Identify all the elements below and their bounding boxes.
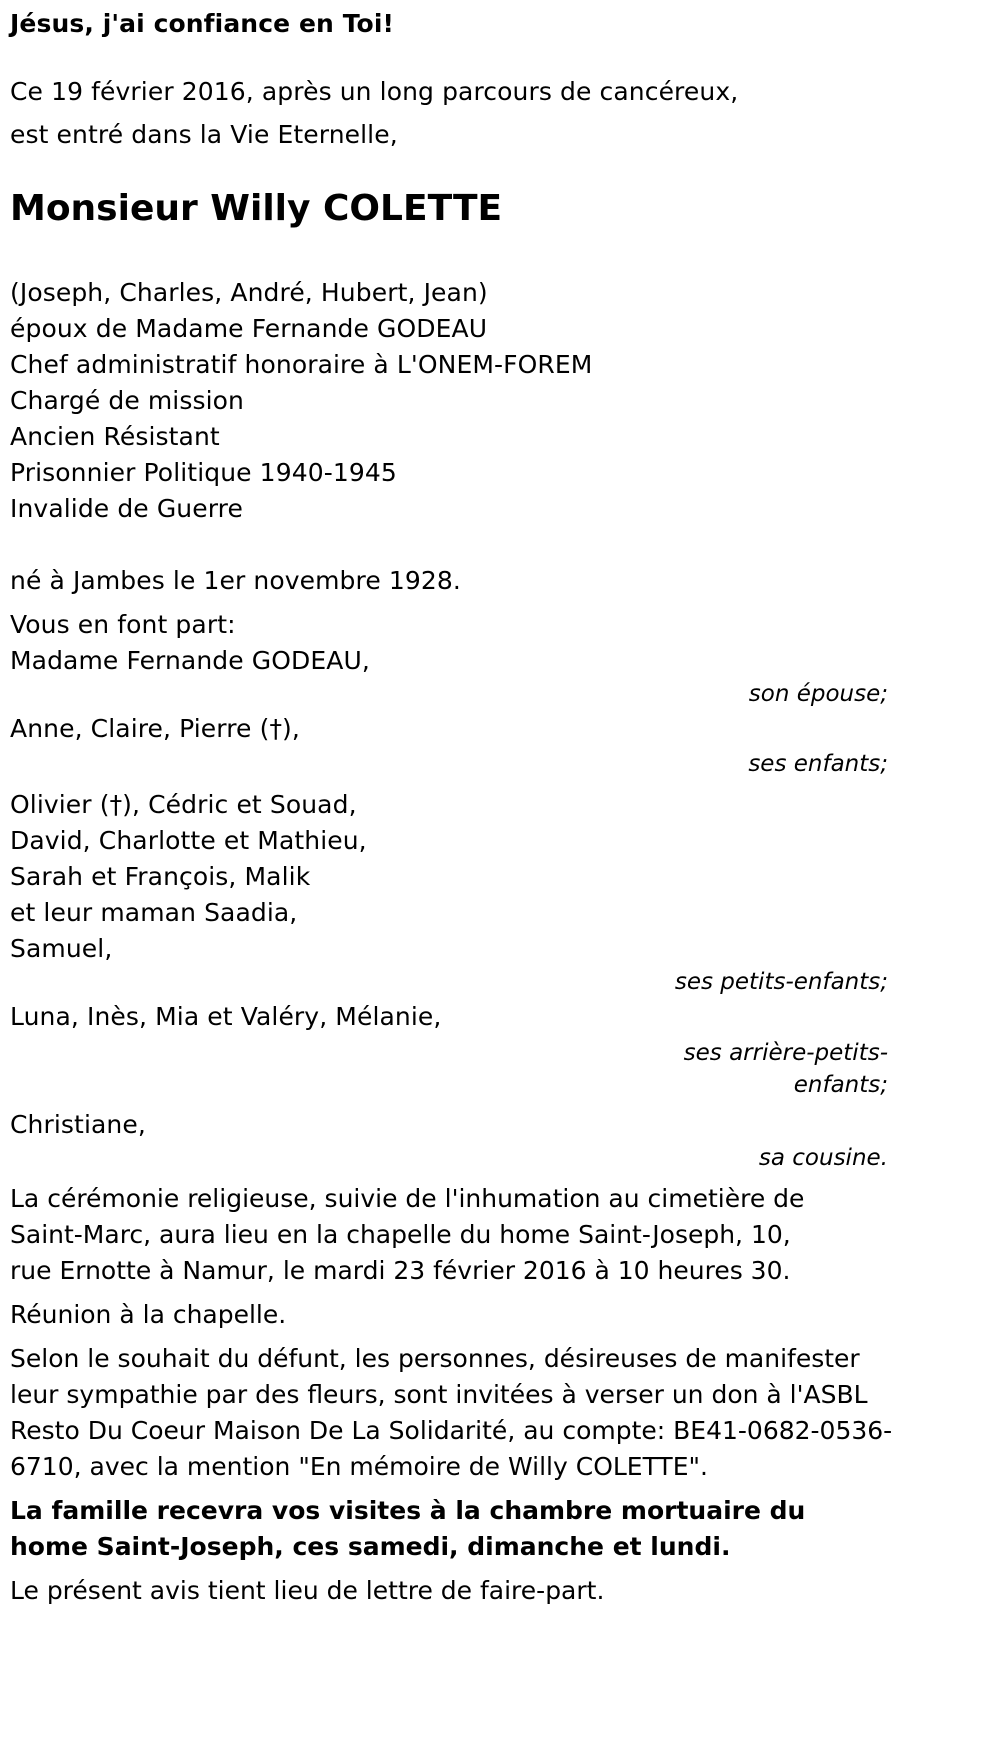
prisoner-line: Prisonnier Politique 1940-1945 bbox=[10, 458, 397, 487]
title-line: Chef administratif honoraire à L'ONEM-FOREM bbox=[10, 350, 593, 379]
spouse-mention: époux de Madame Fernande GODEAU bbox=[10, 314, 488, 343]
spouse-name: Madame Fernande GODEAU, bbox=[10, 646, 370, 675]
resistant-line: Ancien Résistant bbox=[10, 422, 220, 451]
great-grandchildren-relation-1: ses arrière-petits- bbox=[683, 1040, 888, 1066]
obituary-notice bbox=[10, 0, 990, 1609]
cousin-name: Christiane, bbox=[10, 1110, 146, 1139]
mission-line: Chargé de mission bbox=[10, 386, 244, 415]
cousin-relation: sa cousine. bbox=[758, 1145, 888, 1171]
grandchildren-line-3: Sarah et François, Malik bbox=[10, 862, 311, 891]
children-names: Anne, Claire, Pierre (†), bbox=[10, 714, 300, 743]
donation-paragraph: Selon le souhait du défunt, les personnes, désireuses de manifester leur sympathie par des fleurs, sont invitées à verser un don à l'ASBL Resto Du Coeur Maison De La Solidarité, au compte: BE41-0682-0536-6710, avec la mention "En mémoire de Willy COLETTE". bbox=[10, 1344, 893, 1481]
meeting-line: Réunion à la chapelle. bbox=[10, 1300, 287, 1329]
ceremony-paragraph: La cérémonie religieuse, suivie de l'inhumation au cimetière de Saint-Marc, aura lieu en la chapelle du home Saint-Joseph, 10, rue Ernotte à Namur, le mardi 23 février 2016 à 10 heures 30. bbox=[10, 1184, 805, 1285]
given-names: (Joseph, Charles, André, Hubert, Jean) bbox=[10, 278, 488, 307]
invalid-line: Invalide de Guerre bbox=[10, 494, 243, 523]
great-grandchildren-names: Luna, Inès, Mia et Valéry, Mélanie, bbox=[10, 1002, 442, 1031]
intro-line-2: est entré dans la Vie Eternelle, bbox=[10, 120, 398, 149]
grandchildren-line-5: Samuel, bbox=[10, 934, 113, 963]
intro-line-1: Ce 19 février 2016, après un long parcours de cancéreux, bbox=[10, 77, 739, 106]
grandchildren-line-2: David, Charlotte et Mathieu, bbox=[10, 826, 367, 855]
children-relation: ses enfants; bbox=[748, 751, 888, 777]
closing-line: Le présent avis tient lieu de lettre de faire-part. bbox=[10, 1576, 605, 1605]
deceased-name: Monsieur Willy COLETTE bbox=[10, 188, 503, 229]
header-prayer: Jésus, j'ai confiance en Toi! bbox=[10, 9, 395, 38]
birth-line: né à Jambes le 1er novembre 1928. bbox=[10, 566, 461, 595]
great-grandchildren-relation-2: enfants; bbox=[793, 1072, 888, 1098]
visits-paragraph: La famille recevra vos visites à la chambre mortuaire du home Saint-Joseph, ces samedi, dimanche et lundi. bbox=[10, 1496, 806, 1561]
grandchildren-relation: ses petits-enfants; bbox=[674, 969, 888, 995]
grandchildren-line-1: Olivier (†), Cédric et Souad, bbox=[10, 790, 357, 819]
grandchildren-line-4: et leur maman Saadia, bbox=[10, 898, 298, 927]
spouse-relation: son épouse; bbox=[748, 681, 888, 707]
announce-line: Vous en font part: bbox=[10, 610, 236, 639]
